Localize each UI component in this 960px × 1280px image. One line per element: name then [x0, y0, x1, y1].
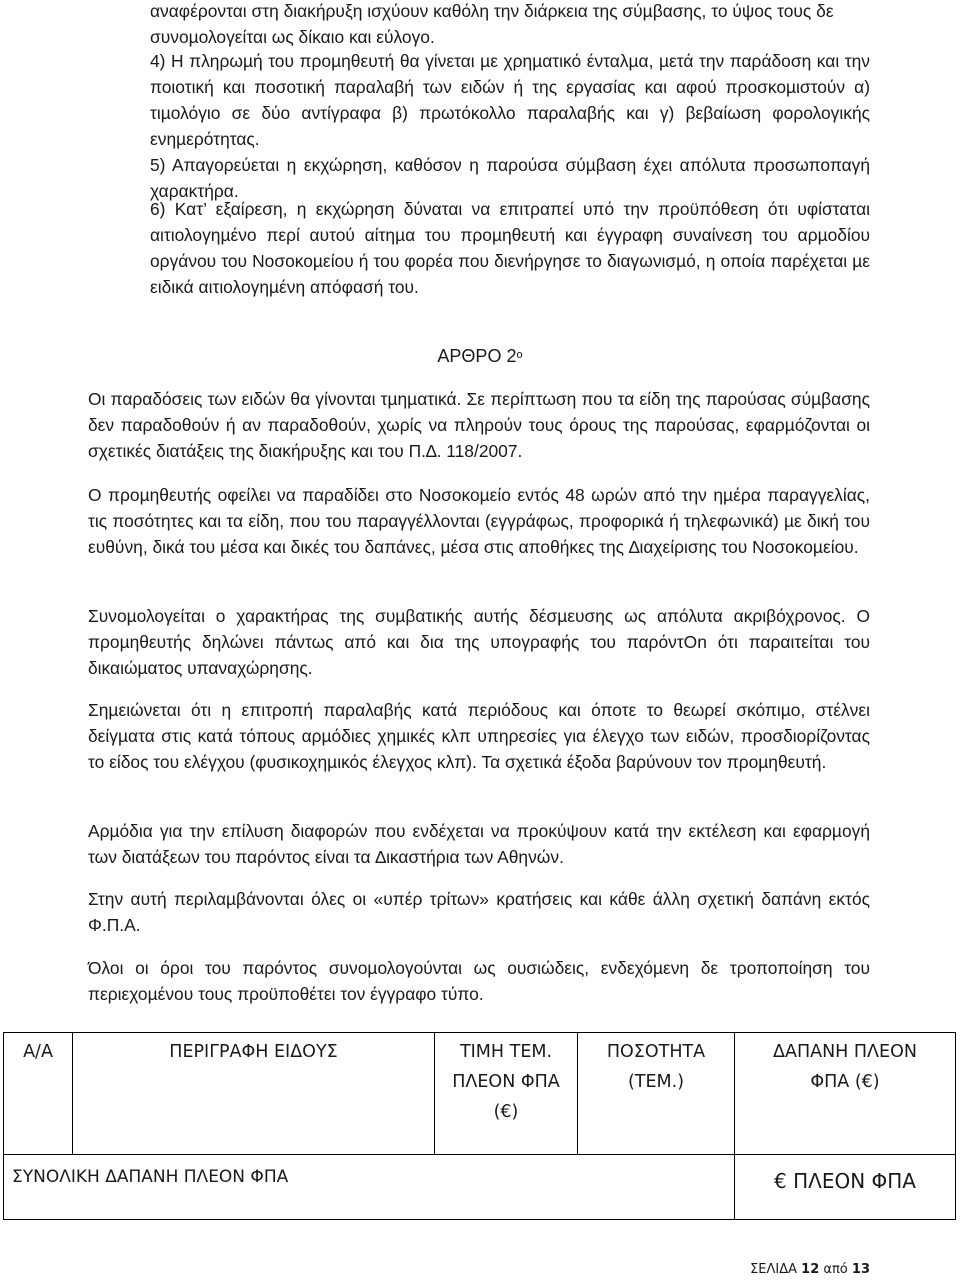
header-aa: Α/Α — [4, 1033, 73, 1155]
table-header-row — [4, 1033, 956, 1155]
header-description: ΠΕΡΙΓΡΑΦΗ ΕΙΔΟΥΣ — [73, 1033, 435, 1155]
header-cost: ΔΑΠΑΝΗ ΠΛΕΟΝ ΦΠΑ (€) — [735, 1033, 956, 1155]
paragraph-jurisdiction: Αρµόδια για την επίλυση διαφορών που ενδέχεται να προκύψουν κατά την εκτέλεση και εφαρµογή των διατάξεων του παρόντος είναι τα ∆ικαστήρια των Αθηνών. — [88, 821, 870, 867]
page-footer: ΣΕΛΙΔΑ 12 από 13 — [750, 1262, 870, 1277]
paragraph-deliveries: Οι παραδόσεις των ειδών θα γίνονται τµηµατικά. Σε περίπτωση που τα είδη της παρούσας σύµβασης δεν παραδοθούν ή αν παραδοθούν, χωρίς να πληρούν τους όρους της παρούσας, εφαρµόζονται οι σχετικές διατάξεις της διακήρυξης και του Π.∆. 118/2007. — [88, 389, 870, 461]
total-value: € ΠΛΕΟΝ ΦΠΑ — [735, 1155, 956, 1220]
article-heading — [0, 343, 960, 372]
paragraph-samples: Σηµειώνεται ότι η επιτροπή παραλαβής κατά περιόδους και όποτε το θεωρεί σκόπιµο, στέλνει δείγµατα στις κατά τόπους αρµόδιες χηµικές κλπ υπηρεσίες για έλεγχο των ειδών, προσδιορίζοντας το είδος του ελέγχου (φυσικοχηµικός έλεγχος κλπ). Τα σχετικά έξοδα βαρύνουν τον προµηθευτή. — [88, 700, 870, 772]
article-ordinal: ο — [516, 349, 523, 361]
paragraph-withholdings: Στην αυτή περιλαµβάνονται όλες οι «υπέρ τρίτων» κρατήσεις και κάθε άλλη σχετική δαπάνη εκτός Φ.Π.Α. — [88, 889, 870, 935]
paragraph-item-6: 6) Κατ’ εξαίρεση, η εκχώρηση δύναται να επιτραπεί υπό την προϋπόθεση ότι υφίσταται αιτιολογηµένο περί αυτού αίτηµα του προµηθευτή και έγγραφη συναίνεση του αρµοδίου οργάνου του Νοσοκοµείου ή του φορέα που διενήργησε το διαγωνισµό, η οποία παρέχεται µε ειδικά αιτιολογηµένη απόφασή του. — [150, 199, 870, 297]
paragraph-terms: Όλοι οι όροι του παρόντος συνοµολογούνται ως ουσιώδεις, ενδεχόµενη δε τροποποίηση του περιεχοµένου τους προϋποθέτει τον έγγραφο τύπο. — [88, 958, 870, 1004]
items-table — [3, 1032, 956, 1220]
total-label: ΣΥΝΟΛΙΚΗ ΔΑΠΑΝΗ ΠΛΕΟΝ ΦΠΑ — [4, 1155, 735, 1220]
paragraph-item-4: 4) Η πληρωµή του προµηθευτή θα γίνεται µε χρηµατικό ένταλµα, µετά την παράδοση και την ποιοτική και ποσοτική παραλαβή των ειδών ή της εργασίας και αφού προσκοµιστούν α) τιµολόγιο σε δύο αντίγραφα β) πρωτόκολλο παραλαβής και γ) βεβαίωση φορολογικής ενηµερότητας. — [150, 51, 870, 149]
paragraph-item-5: 5) Απαγορεύεται η εκχώρηση, καθόσον η παρούσα σύµβαση έχει απόλυτα προσωποπαγή χαρακτήρα. — [150, 155, 870, 201]
paragraph-supplier-obligation: Ο προµηθευτής οφείλει να παραδίδει στο Νοσοκοµείο εντός 48 ωρών από την ηµέρα παραγγελίας, τις ποσότητες και τα είδη, που του παραγγέλλονται (εγγράφως, προφορικά ή τηλεφωνικά) µε δική του ευθύνη, δικά του µέσα και δικές του δαπάνες, µέσα στις αποθήκες της ∆ιαχείρισης του Νοσοκοµείου. — [88, 485, 870, 557]
article-title: ΑΡΘΡΟ 2 — [437, 346, 517, 366]
header-unit-price: ΤΙΜΗ ΤΕΜ. ΠΛΕΟΝ ΦΠΑ (€) — [435, 1033, 578, 1155]
total-page-number: 13 — [851, 1262, 870, 1277]
header-quantity: ΠΟΣΟΤΗΤΑ (ΤΕΜ.) — [578, 1033, 735, 1155]
paragraph-time-binding: Συνοµολογείται ο χαρακτήρας της συµβατικής αυτής δέσµευσης ως απόλυτα ακριβόχρονος. Ο προµηθευτής δηλώνει πάντως από και δια της υπογραφής του παρόντOn ότι παραιτείται του δικαιώµατος υπαναχώρησης. — [88, 606, 870, 678]
current-page-number: 12 — [801, 1262, 820, 1277]
table-total-row — [4, 1155, 956, 1220]
paragraph-continuation: αναφέρονται στη διακήρυξη ισχύουν καθόλη την διάρκεια της σύµβασης, το ύψος τους δε συνοµολογείται ως δίκαιο και εύλογο. — [150, 1, 834, 47]
